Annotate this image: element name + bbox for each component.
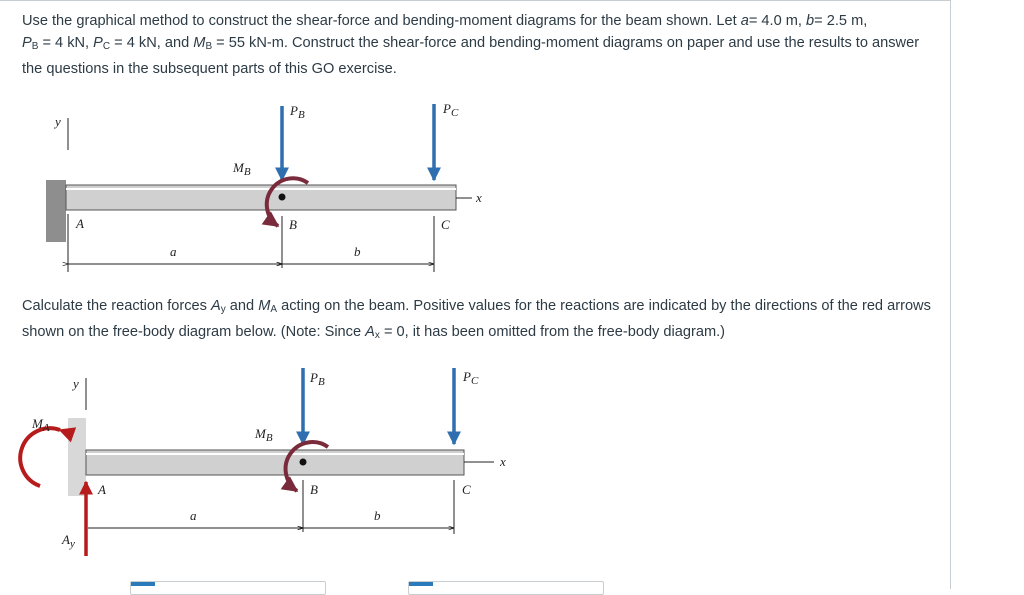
- problem-statement: Use the graphical method to construct the shear-force and bending-moment diagrams for the beam shown. Let a= 4.0 m, b= 2.5 m, $P_B = 4$ kN, $P_C = 4$ kN, and $M_B = 55$ kN-m. Construct the shear-force and bending-moment diagrams on paper and use the results to answer the questions in the subsequent parts of this GO exercise.: [22, 13, 920, 77]
- ma-answer-input[interactable]: [408, 581, 604, 595]
- point-a-label: A: [76, 216, 84, 231]
- x-axis-label: x: [500, 454, 506, 469]
- point-c-label: C: [462, 482, 471, 497]
- point-b-label: B: [289, 217, 297, 232]
- ay-answer-input[interactable]: [130, 581, 326, 595]
- input-focus-tab: [131, 582, 155, 586]
- point-b-dot: [300, 459, 307, 466]
- diagram-1: [46, 101, 482, 272]
- ma-moment-arrow: [20, 428, 60, 486]
- dim-b-label: b: [354, 244, 361, 259]
- y-axis-label: y: [73, 376, 79, 391]
- point-a-label: A: [98, 482, 106, 497]
- ma-label: $M_A$: [32, 416, 50, 434]
- wall-outline: [68, 418, 86, 496]
- x-axis-label: x: [476, 190, 482, 205]
- dim-b-label: b: [374, 508, 381, 523]
- dim-a-label: a: [190, 508, 197, 523]
- dim-a-label: a: [170, 244, 177, 259]
- point-b-dot: [279, 194, 286, 201]
- fixed-wall-support: [46, 180, 66, 242]
- point-b-label: B: [310, 482, 318, 497]
- y-axis-label: y: [55, 114, 61, 129]
- pb-label: $P_B$: [290, 103, 305, 121]
- pc-label: $P_C$: [443, 101, 459, 119]
- input-focus-tab: [409, 582, 433, 586]
- mb-label: $M_B$: [255, 426, 273, 444]
- mb-label: $M_B$: [233, 160, 251, 178]
- diagram-2-free-body: [20, 368, 506, 556]
- pb-label: $P_B$: [310, 370, 325, 388]
- reaction-instruction: Calculate the reaction forces $A_y$ and $M_A$ acting on the beam. Positive values for the reactions are indicated by the directions of the red arrows shown on the free-body diagram below. (Note: Since $A_x = 0$, it has been omitted from the free-body diagram.): [22, 298, 931, 341]
- point-c-label: C: [441, 217, 450, 232]
- ay-label: $A_y$: [62, 532, 75, 550]
- pc-label: $P_C$: [463, 369, 479, 387]
